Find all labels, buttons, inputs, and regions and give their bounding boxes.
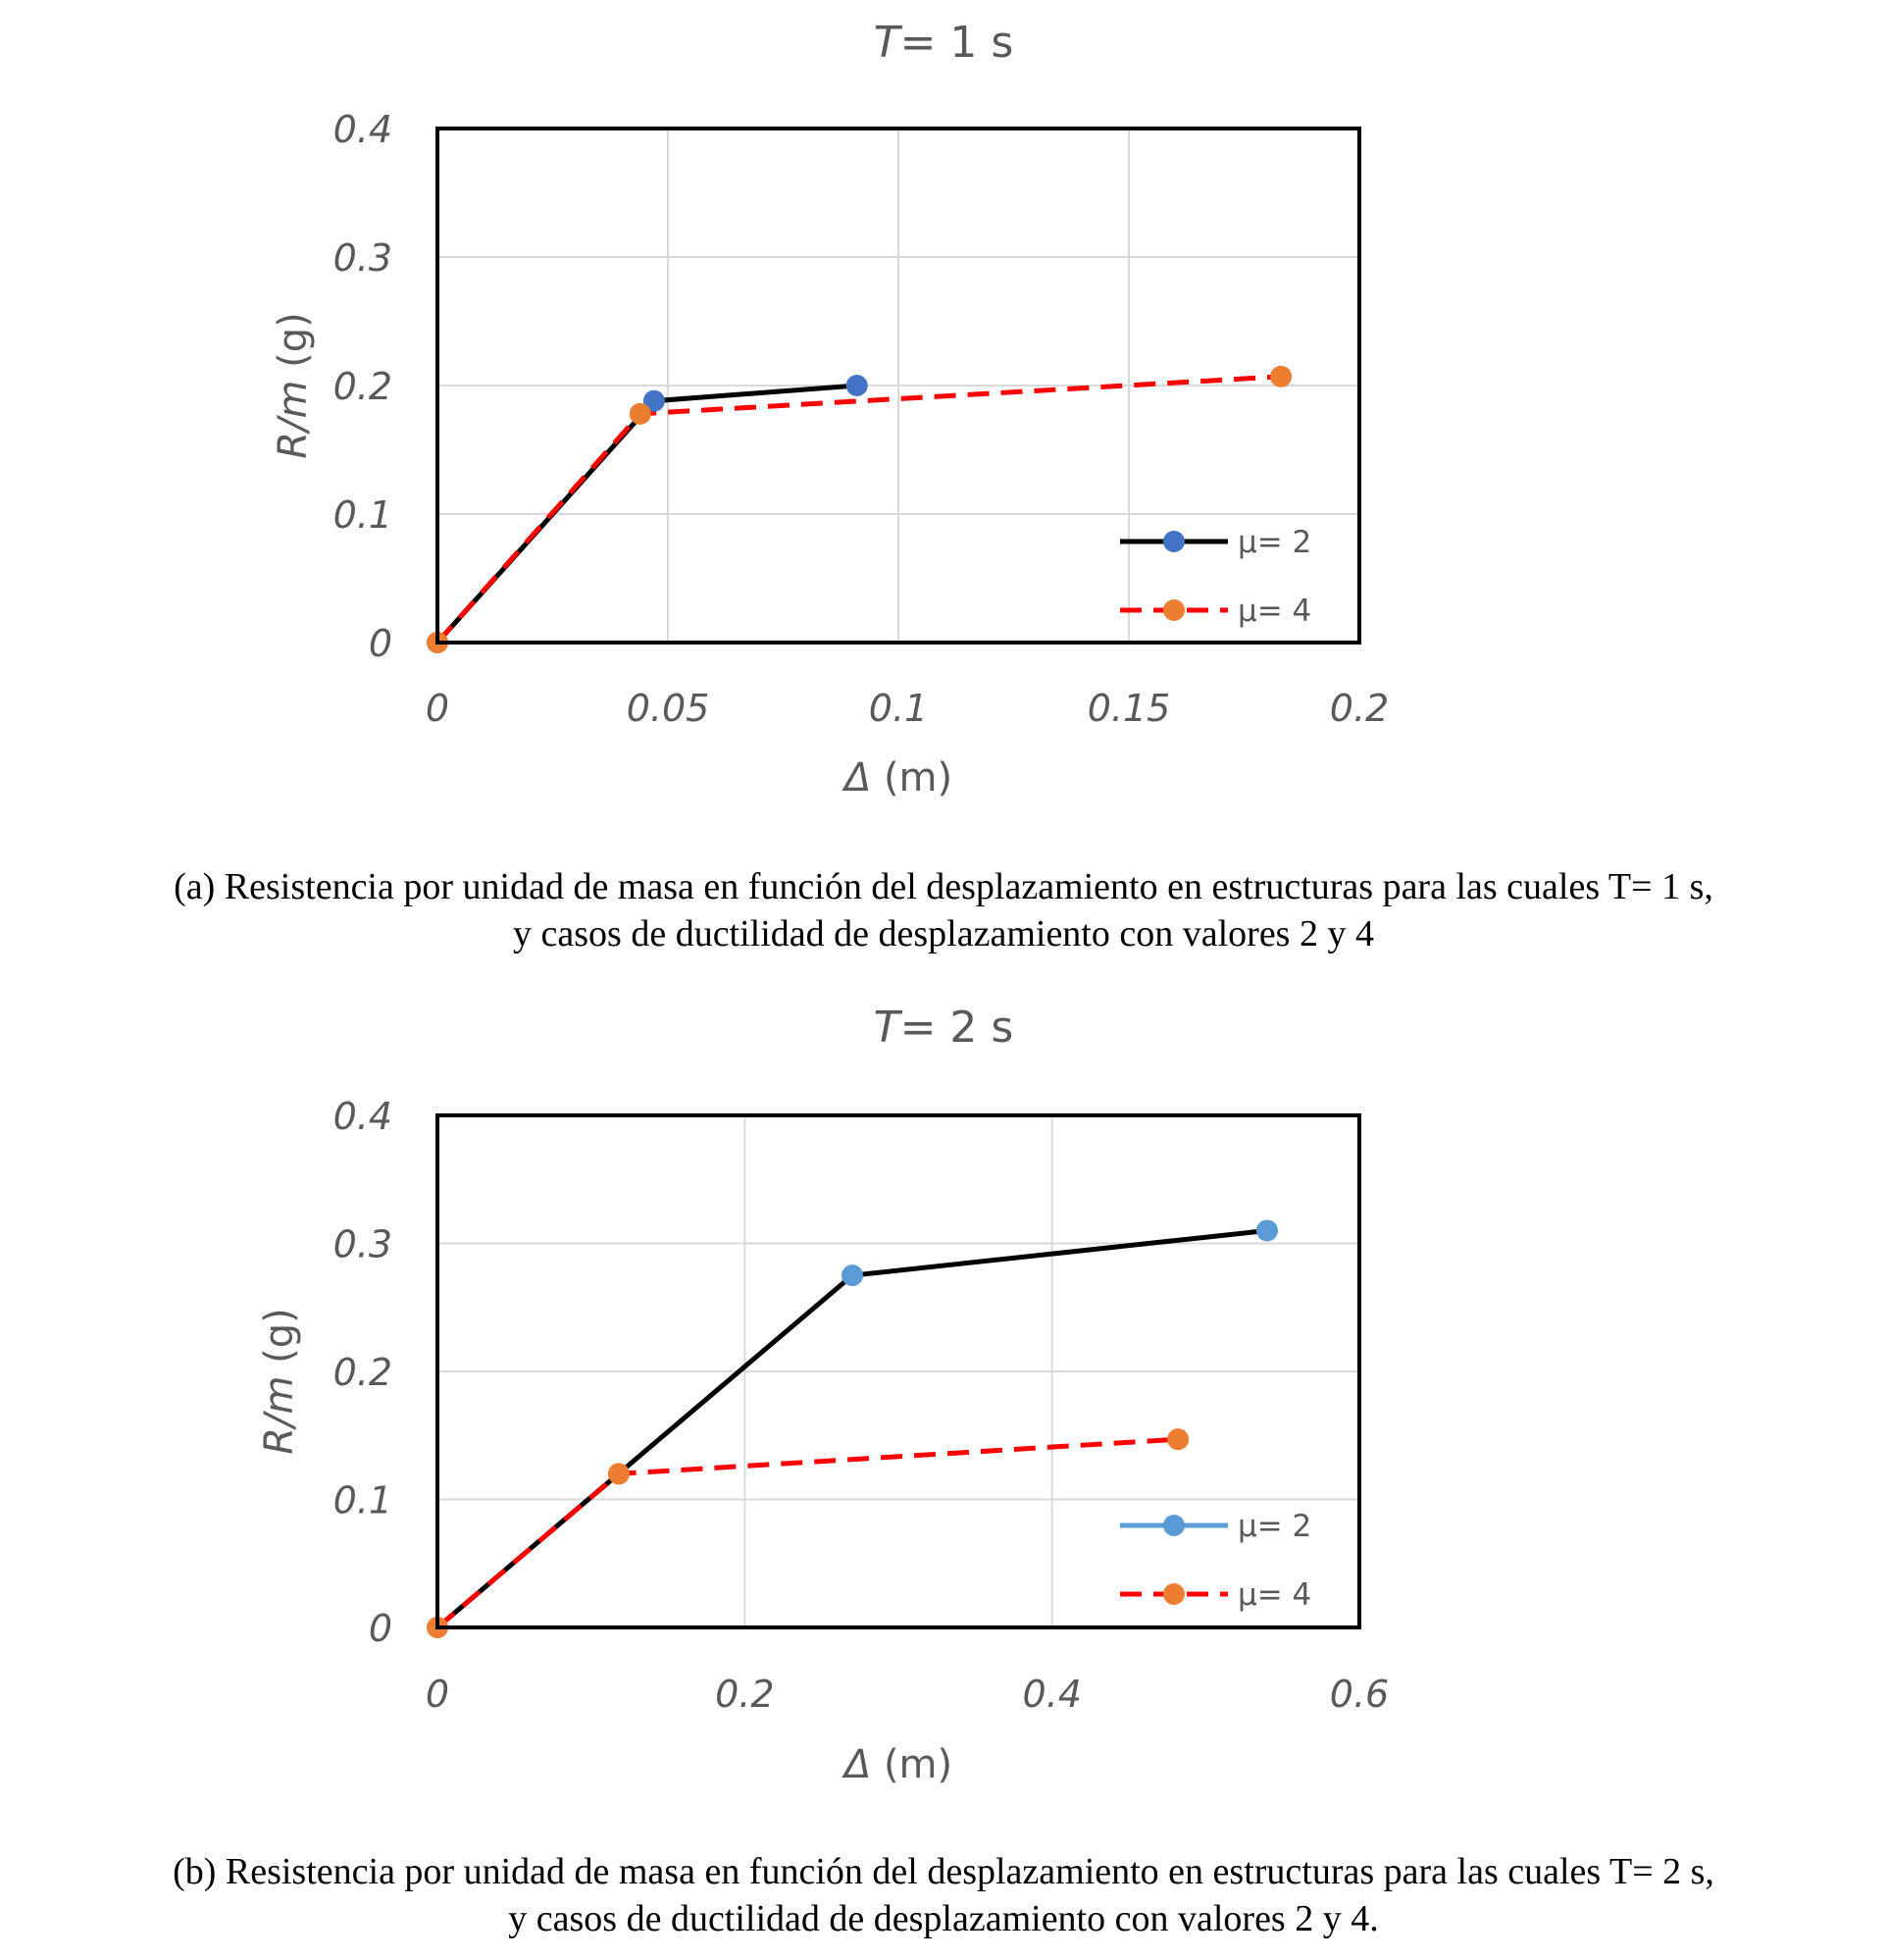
chart-b-series-2-line [437, 1439, 1178, 1627]
chart-a-gridlines [437, 129, 1359, 643]
chart-b-y-axis-label: R/m (g) [257, 1308, 302, 1455]
chart-a-legend-label-2: μ= 4 [1238, 593, 1312, 629]
chart-b-legend-label-2: μ= 4 [1238, 1577, 1312, 1613]
chart-b-gridlines [437, 1115, 1359, 1627]
chart-b-y-tick-label: 0.3 [332, 1222, 392, 1266]
chart-a-series-2-line [437, 377, 1281, 643]
chart-b-series-2-point [608, 1463, 630, 1484]
chart-a-series-1-point [846, 375, 868, 396]
chart-a-legend [1120, 525, 1311, 629]
chart-a-x-tick-label: 0.2 [1329, 687, 1390, 730]
chart-a-legend-label-1: μ= 2 [1238, 525, 1312, 560]
caption-b-line-1: (b) Resistencia por unidad de masa en función del desplazamiento en estructuras para las cuales T= 2 s, [173, 1851, 1714, 1892]
chart-b-legend [1120, 1509, 1311, 1613]
chart-b-series-1-point [842, 1264, 863, 1286]
chart-b-tick-labels [333, 1095, 1390, 1716]
chart-a-series-2-point [630, 403, 651, 425]
chart-b-x-tick-label: 0.6 [1329, 1673, 1390, 1716]
chart-b-series-1-line [437, 1230, 1267, 1627]
chart-b-x-tick-label: 0.4 [1022, 1673, 1082, 1716]
chart-a-y-tick-label: 0 [368, 622, 392, 665]
chart-b-caption [0, 1848, 1887, 1942]
chart-b-legend-label-1: μ= 2 [1238, 1509, 1312, 1544]
chart-a-tick-labels [333, 108, 1390, 730]
chart-a-x-tick-label: 0.05 [626, 687, 710, 730]
chart-b-legend-marker-1 [1163, 1515, 1185, 1536]
chart-a-x-tick-label: 0.1 [868, 687, 929, 730]
chart-b-x-tick-label: 0.2 [715, 1673, 775, 1716]
chart-b-y-tick-label: 0.4 [332, 1095, 392, 1138]
chart-a-y-tick-label: 0.1 [332, 493, 392, 537]
caption-a-line-2: y casos de ductilidad de desplazamiento con valores 2 y 4 [513, 913, 1374, 954]
chart-b-x-axis-label: Δ (m) [843, 1742, 953, 1787]
chart-b-y-tick-label: 0 [368, 1607, 392, 1650]
caption-b-line-2: y casos de ductilidad de desplazamiento con valores 2 y 4. [508, 1898, 1379, 1939]
chart-b-series [427, 1219, 1278, 1638]
chart-a-y-tick-label: 0.3 [332, 236, 392, 280]
chart-b-y-tick-label: 0.1 [332, 1478, 392, 1522]
chart-a-x-tick-label: 0 [425, 687, 450, 730]
chart-b-series-2-point [1167, 1428, 1189, 1450]
chart-a-series-2-point [1270, 366, 1292, 387]
chart-b-title: T= 2 s [873, 1003, 1014, 1053]
chart-a-x-axis-label: Δ (m) [843, 755, 953, 800]
chart-b-series-1-point [1256, 1219, 1278, 1241]
caption-a-line-1: (a) Resistencia por unidad de masa en función del desplazamiento en estructuras para las cuales T= 1 s, [174, 866, 1713, 907]
chart-a-caption [0, 863, 1887, 957]
chart-a-legend-marker-2 [1163, 599, 1185, 621]
chart-b-x-tick-label: 0 [425, 1673, 450, 1716]
chart-a [271, 18, 1389, 800]
chart-a-y-axis-label: R/m (g) [271, 312, 316, 459]
chart-b-legend-marker-2 [1163, 1583, 1185, 1605]
chart-a-y-tick-label: 0.2 [332, 365, 392, 408]
chart-a-x-tick-label: 0.15 [1087, 687, 1171, 730]
chart-a-title: T= 1 s [873, 18, 1014, 68]
chart-b [257, 1003, 1389, 1787]
chart-a-legend-marker-1 [1163, 531, 1185, 552]
chart-b-y-tick-label: 0.2 [332, 1351, 392, 1394]
chart-a-y-tick-label: 0.4 [332, 108, 392, 151]
